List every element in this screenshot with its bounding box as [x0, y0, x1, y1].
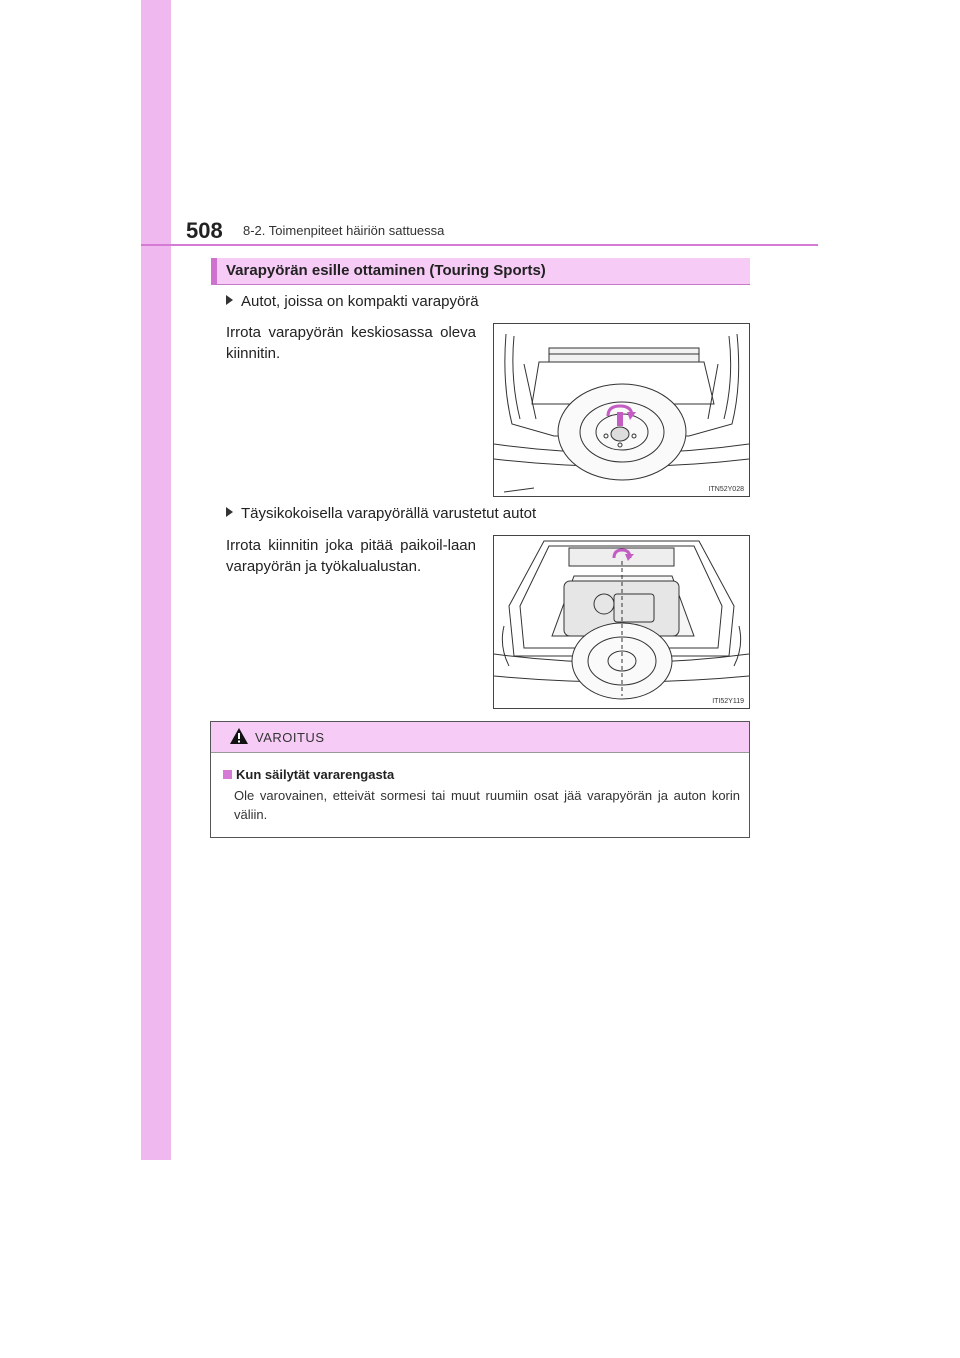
triangle-bullet-icon [226, 295, 233, 305]
warning-subtitle [223, 767, 394, 782]
chapter-sidebar-tab [141, 0, 171, 1160]
fullsize-instruction: Irrota kiinnitin joka pitää paikoil-laan varapyörän ja työkalualustan. [226, 537, 476, 575]
warning-label: VAROITUS [255, 730, 325, 745]
warning-text: Ole varovainen, etteivät sormesi tai muut ruumiin osat jää varapyörän ja auton korin väliin. [234, 788, 740, 822]
section-title: Varapyörän esille ottaminen (Touring Sports) [226, 262, 546, 279]
warning-header [211, 722, 749, 753]
warning-triangle-icon [229, 727, 249, 750]
trunk-compact-spare-drawing [494, 324, 749, 496]
fullsize-heading [226, 505, 536, 522]
fullsize-figure-code: ITI52Y119 [712, 698, 744, 705]
warning-subtitle-text: Kun säilytät vararengasta [236, 767, 395, 782]
triangle-bullet-icon [226, 507, 233, 517]
section-title-bar [211, 258, 750, 285]
page-number: 508 [186, 218, 223, 243]
compact-heading-text: Autot, joissa on kompakti varapyörä [241, 293, 479, 310]
compact-instruction: Irrota varapyörän keskiosassa oleva kiinnitin. [226, 324, 476, 362]
square-bullet-icon [223, 770, 232, 779]
fullsize-spare-illustration [493, 535, 750, 709]
warning-box [210, 721, 750, 838]
trunk-fullsize-spare-drawing [494, 536, 749, 708]
fullsize-heading-text: Täysikokoisella varapyörällä varustetut autot [241, 505, 537, 522]
compact-figure-code: ITN52Y028 [708, 486, 744, 493]
compact-heading [226, 293, 479, 310]
chapter-title: 8-2. Toimenpiteet häiriön sattuessa [243, 223, 445, 238]
header-divider [141, 244, 818, 246]
compact-spare-illustration [493, 323, 750, 497]
